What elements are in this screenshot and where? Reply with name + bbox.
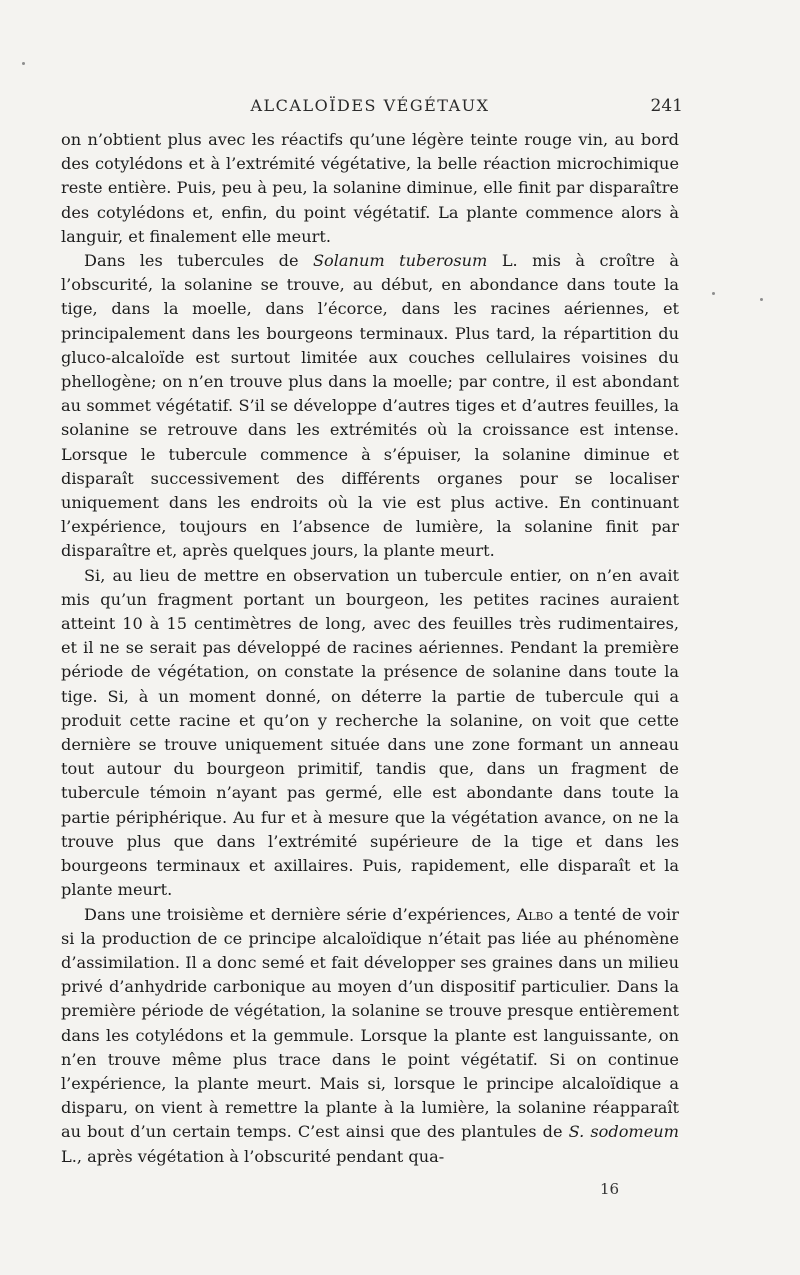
text-run: on n’obtient plus avec les réactifs qu’une légère teinte rouge vin, au bord des cotylédons et à l’extrémité végétative, la belle réaction microchimique reste entière. Puis, peu à peu, la solanine diminue, elle finit par disparaître des cotylédons et, enfin, du point végétatif. La plante commence alors à languir, et finalement elle meurt.: [61, 130, 679, 246]
paper-speck: [712, 292, 715, 295]
text-run: Si, au lieu de mettre en observation un tubercule entier, on n’en avait mis qu’un fragment portant un bourgeon, les petites racines auraient atteint 10 à 15 centimètres de long, avec des feuilles très rudimentaires, et il ne se serait pas développé de racines aériennes. Pendant la première période de végétation, on constate la présence de solanine dans toute la tige. Si, à un moment donné, on déterre la partie de tubercule qui a produit cette racine et qu’on y recherche la solanine, on voit que cette dernière se trouve uniquement située dans une zone formant un anneau tout autour du bourgeon primitif, tandis que, dans un fragment de tubercule témoin n’ayant pas germé, elle est abondante dans toute la partie périphérique. Au fur et à mesure que la végétation avance, on ne la trouve plus que dans l’extrémité supérieure de la tige et dans les bourgeons terminaux et axillaires. Puis, rapidement, elle disparaît et la plante meurt.: [61, 565, 679, 900]
running-title: ALCALOÏDES VÉGÉTAUX: [250, 96, 490, 115]
paragraph: [61, 903, 679, 1169]
printer-signature: 16: [600, 1180, 620, 1198]
page-number: 241: [650, 96, 683, 116]
body-text: [61, 128, 679, 1169]
text-run: a tenté de voir si la production de ce principe alcaloïdique n’était pas liée au phénomène d’assimilation. Il a donc semé et fait développer ses graines dans un milieu privé d’anhydride carbonique au moyen d’un dispositif particulier. Dans la première période de végétation, la solanine se trouve presque entièrement dans les cotylédons et la gemmule. Lorsque la plante est languissante, on n’en trouve même plus trace dans le point végétatif. Si on continue l’expérience, la plante meurt. Mais si, lorsque le principe alcaloïdique a disparu, on vient à remettre la plante à la lumière, la solanine réapparaît au bout d’un certain temps. C’est ainsi que des plantules de: [61, 904, 679, 1142]
paragraph: [61, 564, 679, 903]
page-header: [60, 96, 683, 122]
paper-speck: [22, 62, 25, 65]
text-run: Dans une troisième et dernière série d’expériences,: [84, 904, 517, 924]
text-run: L., après végétation à l’obscurité pendant qua-: [61, 1146, 445, 1166]
paragraph: [61, 249, 679, 564]
author-name: Albo: [516, 904, 553, 924]
species-name: Solanum tuberosum: [313, 251, 488, 271]
paper-speck: [760, 298, 763, 301]
paragraph: [61, 128, 679, 249]
species-name: S. sodomeum: [568, 1122, 679, 1142]
text-run: Dans les tubercules de: [84, 251, 313, 271]
text-run: L. mis à croître à l’obscurité, la solanine se trouve, au début, en abondance dans toute la tige, dans la moelle, dans l’écorce, dans les racines aériennes, et principalement dans les bourgeons terminaux. Plus tard, la répartition du gluco-alcaloïde est surtout limitée aux couches cellulaires voisines du phellogène; on n’en trouve plus dans la moelle; par contre, il est abondant au sommet végétatif. S’il se développe d’autres tiges et d’autres feuilles, la solanine se retrouve dans les extrémités où la croissance est intense. Lorsque le tubercule commence à s’épuiser, la solanine diminue et disparaît successivement des différents organes pour se localiser uniquement dans les endroits où la vie est plus active. En continuant l’expérience, toujours en l’absence de lumière, la solanine finit par disparaître et, après quelques jours, la plante meurt.: [61, 251, 680, 561]
